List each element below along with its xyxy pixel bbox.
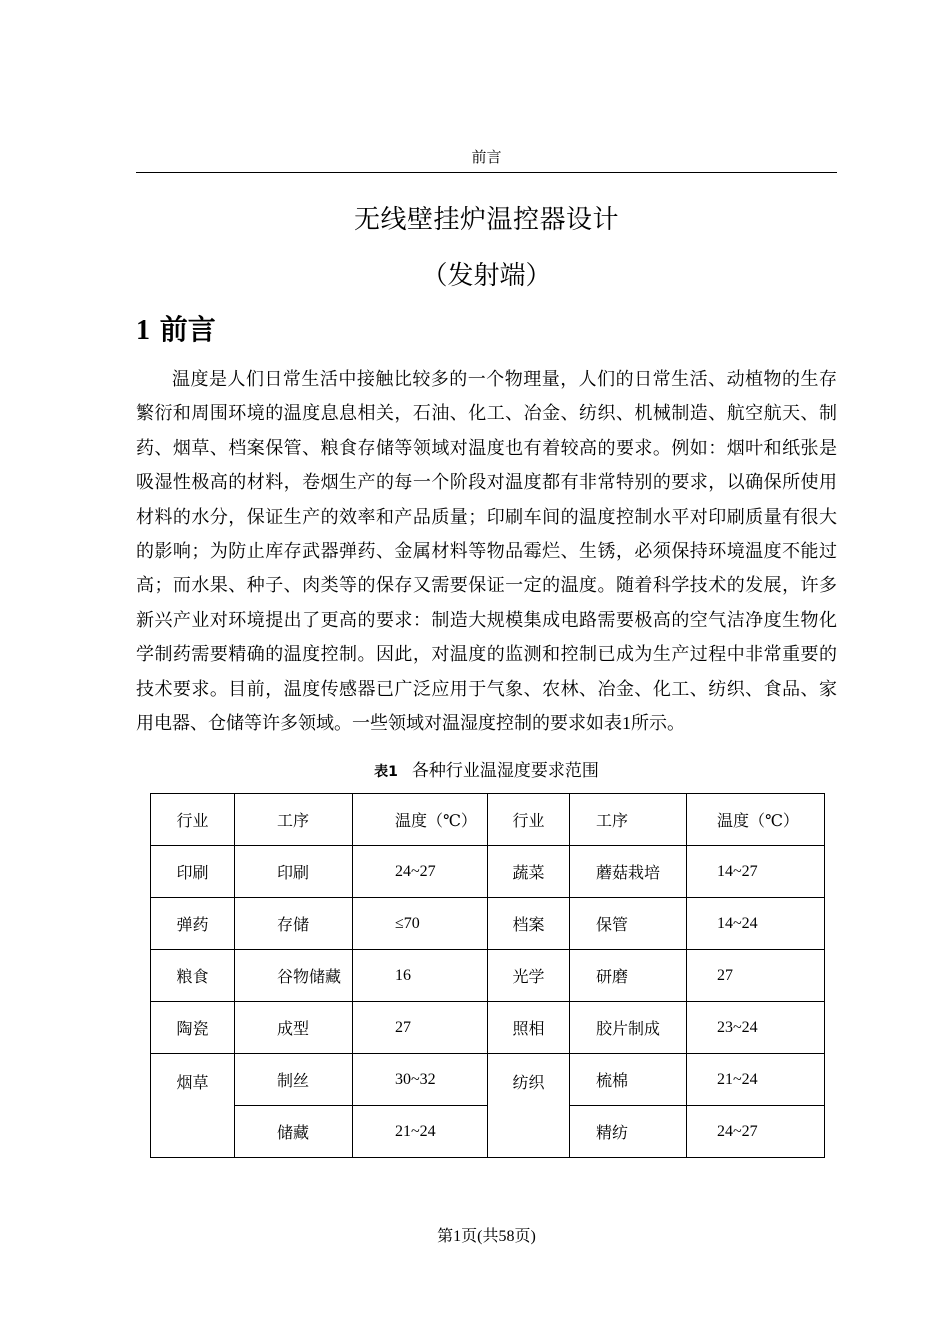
header-rule (136, 172, 837, 173)
header-cell: 行业 (151, 794, 235, 846)
table-cell: 24~27 (687, 1106, 825, 1158)
table-cell: 蘑菇栽培 (570, 846, 687, 898)
page-footer: 第1页(共58页) (437, 1228, 536, 1245)
table-cell: 23~24 (687, 1002, 825, 1054)
section-heading (136, 310, 216, 351)
document-subtitle: （发射端） (421, 261, 552, 291)
table-cell: 弹药 (151, 898, 235, 950)
table-cell: 陶瓷 (151, 1002, 235, 1054)
table-cell: 存储 (235, 898, 353, 950)
header-cell: 温度（℃） (353, 794, 488, 846)
table-cell: 24~27 (353, 846, 488, 898)
section-title: 前言 (159, 313, 216, 346)
table-cell: 粮食 (151, 950, 235, 1002)
table-row (151, 846, 825, 898)
section-number: 1 (136, 315, 150, 346)
table-cell: 研磨 (570, 950, 687, 1002)
table-cell: 谷物储藏 (235, 950, 353, 1002)
table-row (151, 950, 825, 1002)
table-cell: 档案 (488, 898, 570, 950)
table-cell: 照相 (488, 1002, 570, 1054)
table-cell: 印刷 (235, 846, 353, 898)
table-row (151, 898, 825, 950)
table-cell: 蔬菜 (488, 846, 570, 898)
table-cell: 保管 (570, 898, 687, 950)
table-cell: 30~32 (353, 1054, 488, 1106)
requirements-table (150, 793, 825, 1158)
table-cell: 胶片制成 (570, 1002, 687, 1054)
header-cell: 工序 (570, 794, 687, 846)
body-paragraph: 温度是人们日常生活中接触比较多的一个物理量，人们的日常生活、动植物的生存繁衍和周围环境的温度息息相关，石油、化工、冶金、纺织、机械制造、航空航天、制药、烟草、档案保管、粮食存储等领域对温度也有着较高的要求。例如：烟叶和纸张是吸湿性极高的材料，卷烟生产的每一个阶段对温度都有非常特别的要求，以确保所使用材料的水分，保证生产的效率和产品质量；印刷车间的温度控制水平对印刷质量有很大的影响；为防止库存武器弹药、金属材料等物品霉烂、生锈，必须保持环境温度不能过高；而水果、种子、肉类等的保存又需要保证一定的温度。随着科学技术的发展，许多新兴产业对环境提出了更高的要求：制造大规模集成电路需要极高的空气洁净度生物化学制药需要精确的温度控制。因此，对温度的监测和控制已成为生产过程中非常重要的技术要求。目前，温度传感器已广泛应用于气象、农林、冶金、化工、纺织、食品、家用电器、仓储等许多领域。一些领域对温湿度控制的要求如表1所示。 (136, 369, 837, 734)
table-cell: 储藏 (235, 1106, 353, 1158)
table-row (151, 1002, 825, 1054)
header-cell: 温度（℃） (687, 794, 825, 846)
table-cell: 光学 (488, 950, 570, 1002)
header-cell: 行业 (488, 794, 570, 846)
table-cell: ≤70 (353, 898, 488, 950)
header-cell: 工序 (235, 794, 353, 846)
table-cell: 印刷 (151, 846, 235, 898)
table-cell: 16 (353, 950, 488, 1002)
table-caption-text: 各种行业温湿度要求范围 (411, 761, 599, 780)
table-cell: 精纺 (570, 1106, 687, 1158)
table-header-row (151, 794, 825, 846)
running-header: 前言 (471, 150, 502, 166)
table-cell: 27 (353, 1002, 488, 1054)
table-cell: 21~24 (687, 1054, 825, 1106)
table-cell: 14~27 (687, 846, 825, 898)
table-cell: 梳棉 (570, 1054, 687, 1106)
table-cell: 27 (687, 950, 825, 1002)
table-cell: 成型 (235, 1002, 353, 1054)
document-title: 无线壁挂炉温控器设计 (353, 205, 619, 235)
table-cell-merged: 烟草 (151, 1054, 235, 1158)
table-cell: 21~24 (353, 1106, 488, 1158)
table-caption (136, 758, 837, 785)
table-caption-label: 表1 (374, 764, 398, 780)
table-cell: 14~24 (687, 898, 825, 950)
table-cell: 制丝 (235, 1054, 353, 1106)
table-row (151, 1054, 825, 1106)
table-cell-merged: 纺织 (488, 1054, 570, 1158)
